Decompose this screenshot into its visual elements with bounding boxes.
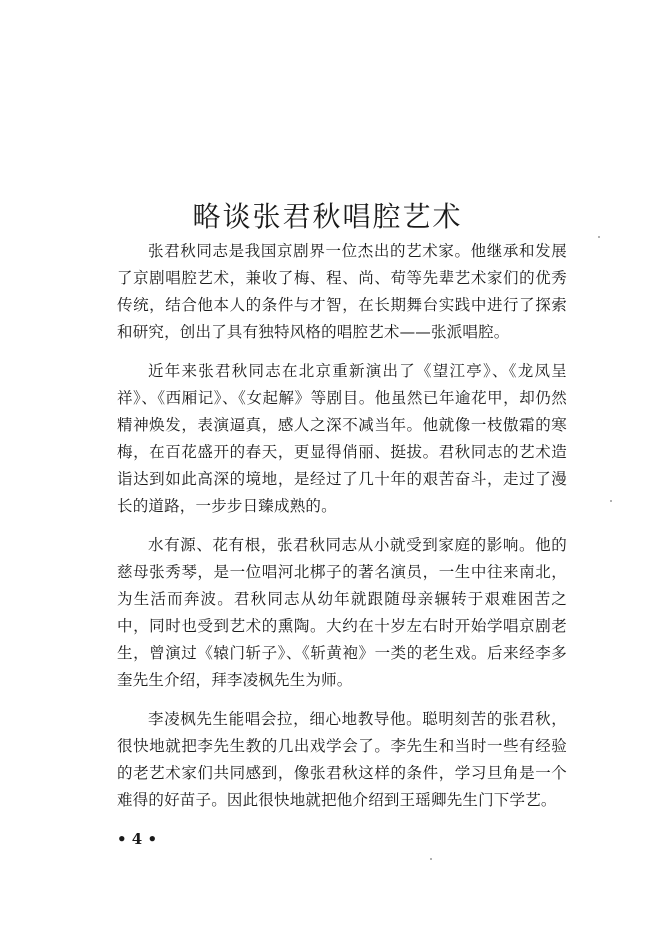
- paragraph-4: 李凌枫先生能唱会拉，细心地教导他。聪明刻苦的张君秋，很快地就把李先生教的几出戏学会了。李先生和当时一些有经验的老艺术家们共同感到，像张君秋这样的条件，学习旦角是一个难得的好苗子。因此很快地就把他介绍到王瑶卿先生门下学艺。: [117, 710, 567, 809]
- paragraph-3: 水有源、花有根，张君秋同志从小就受到家庭的影响。他的慈母张秀琴，是一位唱河北梆子的著名演员，一生中往来南北，为生活而奔波。君秋同志从幼年就跟随母亲辗转于艰难困苦之中，同时也受到艺术的熏陶。大约在十岁左右时开始学唱京剧老生，曾演过《辕门斩子》、《斩黄袍》一类的老生戏。后来经李多奎先生介绍，拜李凌枫先生为师。: [117, 536, 567, 689]
- paragraph-1: 张君秋同志是我国京剧界一位杰出的艺术家。他继承和发展了京剧唱腔艺术，兼收了梅、程、尚、荀等先辈艺术家们的优秀传统，结合他本人的条件与才智，在长期舞台实践中进行了探索和研究，创出了具有独特风格的唱腔艺术——张派唱腔。: [117, 242, 567, 341]
- article-body: [117, 238, 567, 826]
- page-title: 略谈张君秋唱腔艺术: [192, 199, 463, 233]
- paragraph-2: 近年来张君秋同志在北京重新演出了《望江亭》、《龙凤呈祥》、《西厢记》、《女起解》等剧目。他虽然已年逾花甲，却仍然精神焕发，表演逼真，感人之深不减当年。他就像一枝傲霜的寒梅，在百花盛开的春天，更显得俏丽、挺拔。君秋同志的艺术造诣达到如此高深的境地，是经过了几十年的艰苦奋斗，走过了漫长的道路，一步步日臻成熟的。: [117, 362, 567, 515]
- scan-speck: [598, 236, 600, 238]
- scan-speck: [430, 858, 432, 860]
- page-number: • 4 •: [117, 830, 158, 848]
- scan-speck: [610, 500, 612, 502]
